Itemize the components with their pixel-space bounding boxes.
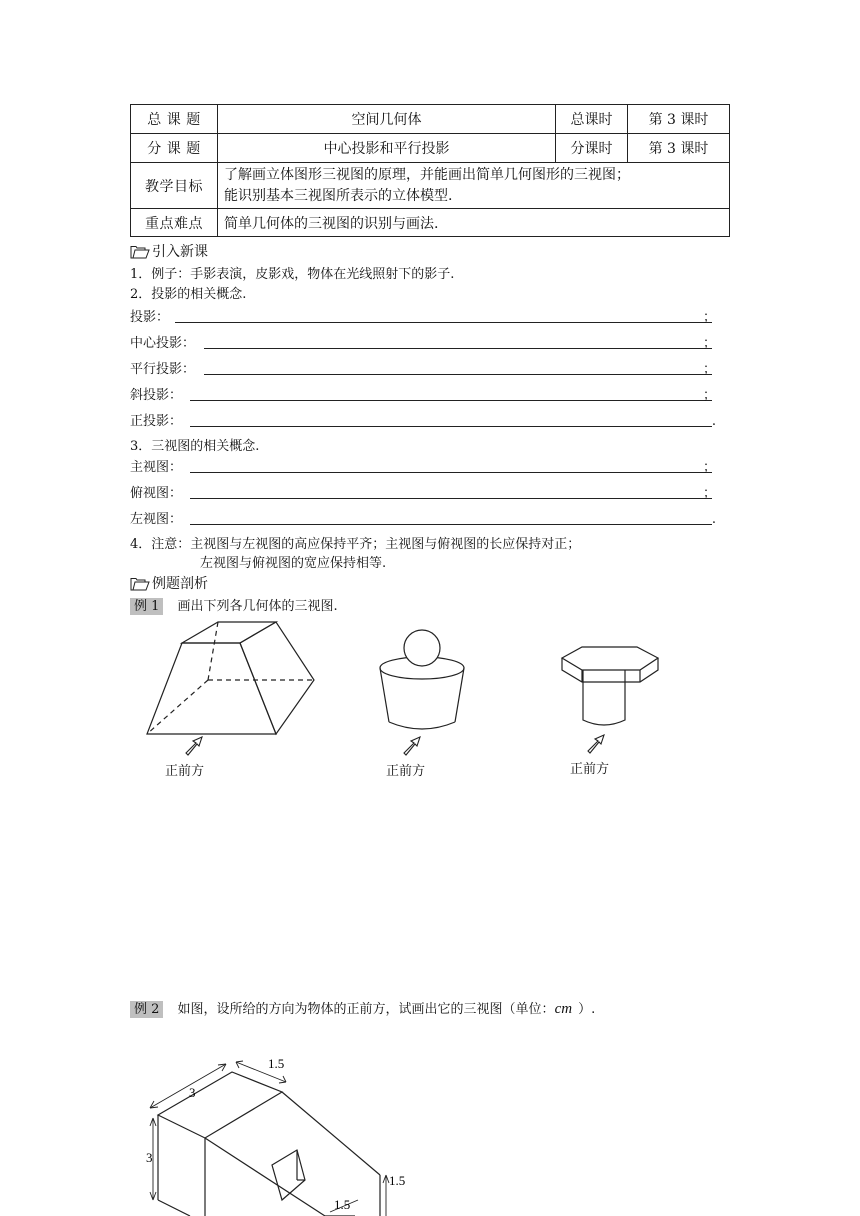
fill-line-front-view bbox=[130, 457, 730, 477]
example-2-end: ）. bbox=[578, 1002, 596, 1017]
dimension-lines bbox=[150, 1061, 389, 1216]
sub-topic-value: 中心投影和平行投影 bbox=[218, 134, 556, 163]
field-end: ； bbox=[702, 336, 716, 351]
dim-label-right: 1.5 bbox=[389, 1173, 406, 1188]
sub-topic-label: 分 课 题 bbox=[131, 134, 218, 163]
field-end: ； bbox=[702, 388, 716, 403]
field-label: 平行投影： bbox=[130, 362, 196, 377]
field-end: ； bbox=[702, 310, 716, 325]
dim-label-length: 3 bbox=[189, 1085, 196, 1100]
field-label: 俯视图： bbox=[130, 486, 183, 501]
intro-item-4-line-2: 左视图与俯视图的宽应保持相等. bbox=[200, 556, 387, 571]
fill-line-parallel-projection bbox=[130, 359, 730, 379]
total-topic-value: 空间几何体 bbox=[218, 105, 556, 134]
example-1-figures bbox=[0, 610, 860, 785]
dim-label-slot: 1.5 bbox=[334, 1197, 351, 1212]
table-row bbox=[131, 209, 730, 237]
field-end: . bbox=[711, 512, 716, 527]
field-end: . bbox=[711, 414, 716, 429]
sub-hours-value: 第 3 课时 bbox=[628, 134, 730, 163]
objective-line-1: 了解画立体图形三视图的原理，并能画出简单几何图形的三视图； bbox=[224, 166, 630, 183]
field-label: 左视图： bbox=[130, 512, 183, 527]
folder-icon bbox=[130, 577, 150, 591]
sphere-cone-figure bbox=[380, 630, 464, 729]
key-points-label: 重点难点 bbox=[131, 209, 218, 237]
objective-line-2: 能识别基本三视图所表示的立体模型. bbox=[224, 187, 453, 204]
intro-item-4-line-1: 4．注意：主视图与左视图的高应保持平齐；主视图与俯视图的长应保持对正； bbox=[130, 537, 581, 552]
total-hours-label: 总课时 bbox=[556, 105, 628, 134]
field-label: 斜投影： bbox=[130, 388, 183, 403]
lesson-info-table bbox=[130, 104, 730, 237]
field-end: ； bbox=[702, 362, 716, 377]
section-examples-heading bbox=[130, 573, 208, 593]
intro-item-2: 2．投影的相关概念. bbox=[130, 287, 247, 302]
blank-line[interactable] bbox=[190, 524, 712, 525]
field-end: ； bbox=[702, 486, 716, 501]
field-label: 中心投影： bbox=[130, 336, 196, 351]
front-direction-arrow-icon bbox=[404, 737, 420, 755]
fill-line-top-view bbox=[130, 483, 730, 503]
folder-icon bbox=[130, 245, 150, 259]
example-2-prompt bbox=[130, 998, 595, 1018]
total-hours-value: 第 3 课时 bbox=[628, 105, 730, 134]
table-row bbox=[131, 105, 730, 134]
objective-label: 教学目标 bbox=[131, 163, 218, 209]
blank-line[interactable] bbox=[204, 374, 712, 375]
example-1-tag: 例 1 bbox=[130, 598, 163, 615]
example-1-text: 画出下列各几何体的三视图. bbox=[177, 599, 338, 614]
example-2-unit: cm bbox=[554, 1001, 573, 1017]
blank-line[interactable] bbox=[190, 426, 712, 427]
example-2-figure bbox=[0, 1040, 860, 1216]
sub-hours-label: 分课时 bbox=[556, 134, 628, 163]
field-label: 主视图： bbox=[130, 460, 183, 475]
front-label-3: 正前方 bbox=[570, 762, 610, 777]
field-end: ； bbox=[702, 460, 716, 475]
blank-line[interactable] bbox=[190, 400, 712, 401]
blank-line[interactable] bbox=[175, 322, 712, 323]
front-direction-arrow-icon bbox=[186, 737, 202, 755]
key-points-value: 简单几何体的三视图的识别与画法. bbox=[218, 209, 730, 237]
total-topic-label: 总 课 题 bbox=[131, 105, 218, 134]
objective-value bbox=[218, 163, 730, 209]
fill-line-orthographic-projection bbox=[130, 411, 730, 431]
field-label: 正投影： bbox=[130, 414, 183, 429]
front-direction-arrow-icon bbox=[588, 735, 604, 753]
intro-item-3: 3．三视图的相关概念. bbox=[130, 439, 260, 454]
field-label: 投影： bbox=[130, 310, 170, 325]
frustum-figure bbox=[147, 622, 314, 734]
blank-line[interactable] bbox=[190, 472, 712, 473]
section-intro-heading bbox=[130, 241, 208, 261]
table-row bbox=[131, 163, 730, 209]
example-2-text: 如图，设所给的方向为物体的正前方，试画出它的三视图（单位： bbox=[177, 1002, 555, 1017]
section-intro-title: 引入新课 bbox=[152, 244, 208, 260]
blank-line[interactable] bbox=[204, 348, 712, 349]
hex-bolt-figure bbox=[562, 647, 658, 725]
intro-item-1: 1．例子：手影表演，皮影戏，物体在光线照射下的影子. bbox=[130, 267, 455, 282]
dim-label-top: 1.5 bbox=[268, 1056, 285, 1071]
table-row bbox=[131, 134, 730, 163]
blank-line[interactable] bbox=[190, 498, 712, 499]
front-label-1: 正前方 bbox=[165, 764, 205, 779]
section-examples-title: 例题剖析 bbox=[152, 576, 208, 592]
fill-line-oblique-projection bbox=[130, 385, 730, 405]
fill-line-projection bbox=[130, 307, 730, 327]
fill-line-central-projection bbox=[130, 333, 730, 353]
dim-label-height: 3 bbox=[146, 1150, 153, 1165]
fill-line-side-view bbox=[130, 509, 730, 529]
example-2-tag: 例 2 bbox=[130, 1001, 163, 1018]
front-label-2: 正前方 bbox=[386, 764, 426, 779]
